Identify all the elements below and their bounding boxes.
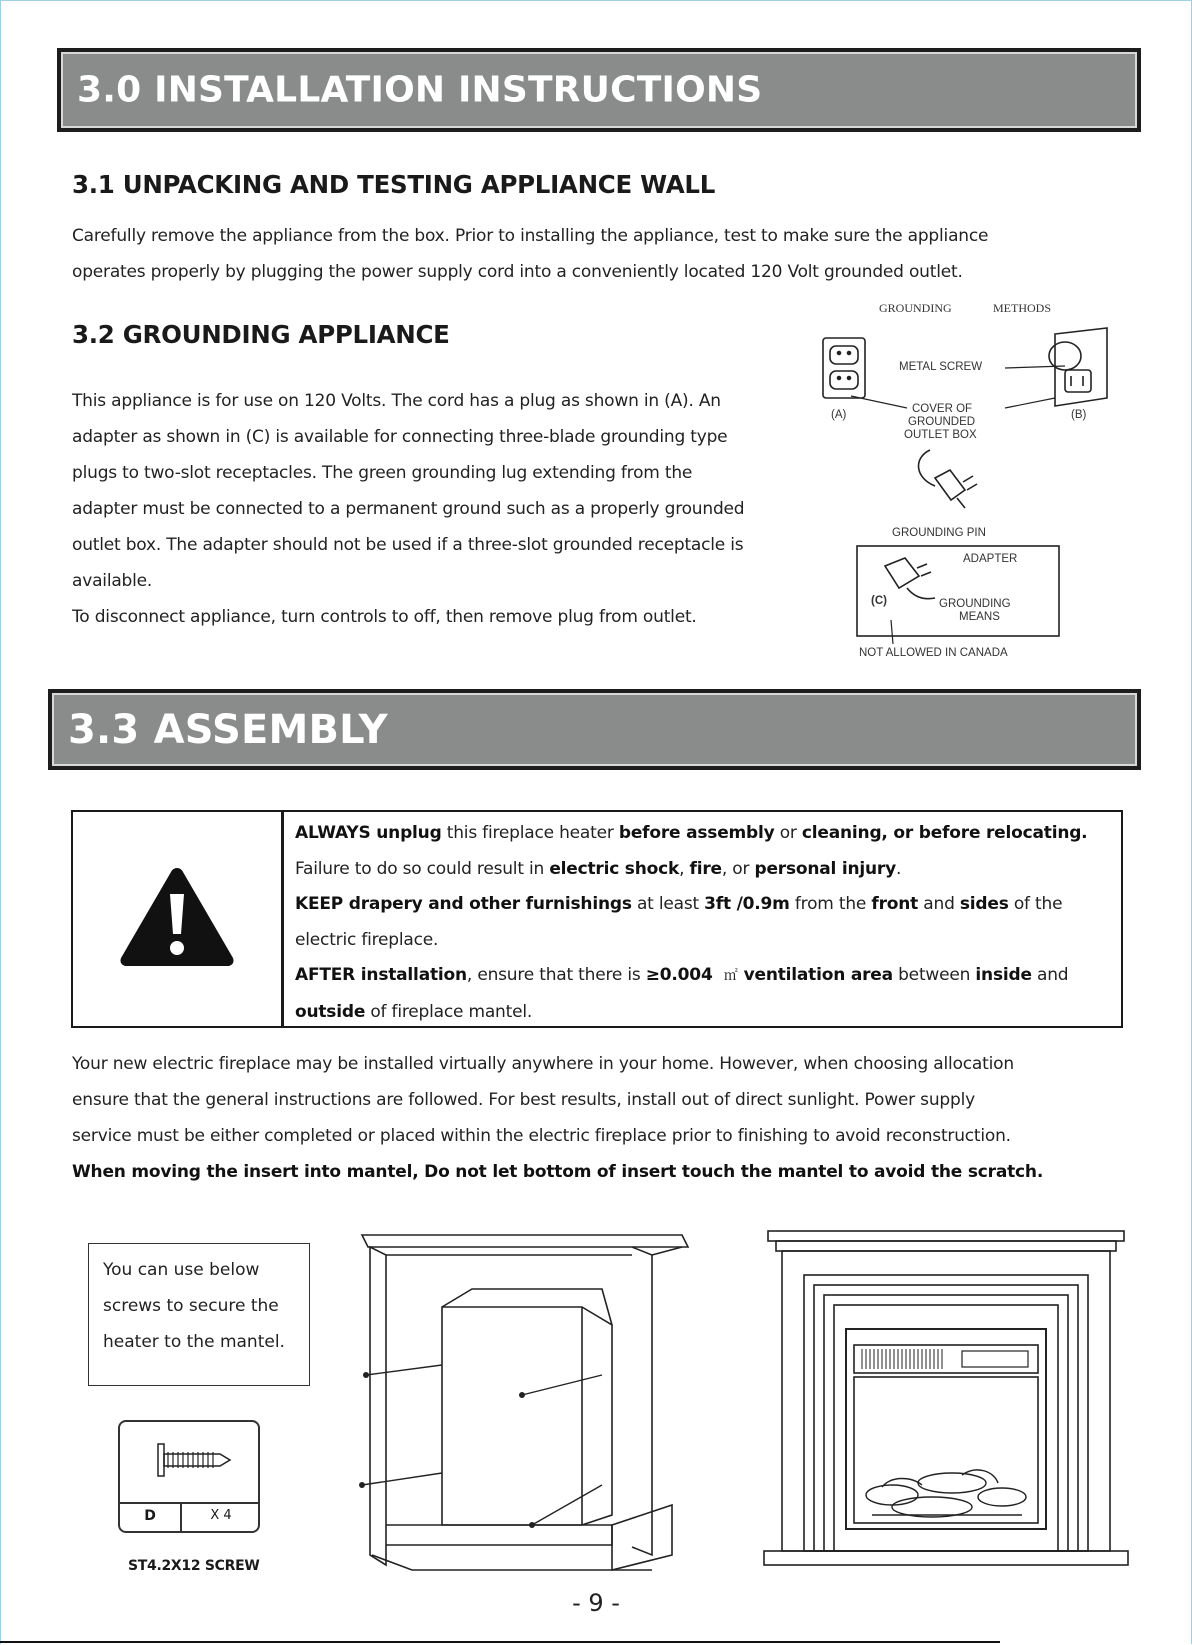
- grounding-pin-label: GROUNDING PIN: [892, 527, 986, 539]
- installation-paragraph: [72, 1046, 1152, 1190]
- label-b: (B): [1071, 409, 1087, 421]
- unpacking-paragraph: [72, 218, 1132, 290]
- warning-line-3: [295, 887, 1115, 923]
- screw-part-box: [118, 1420, 260, 1533]
- screw-label: ST4.2X12 SCREW: [128, 1558, 260, 1574]
- warning-text-span: Failure to do so could result in: [295, 858, 550, 879]
- warning-bold: before assembly: [618, 823, 775, 843]
- warning-text-span: electric fireplace.: [295, 929, 439, 950]
- screw-table-line: [120, 1502, 258, 1504]
- grounding-methods-diagram: [815, 298, 1115, 666]
- logs-icon: [866, 1470, 1026, 1517]
- cover-leader-left: [851, 396, 907, 408]
- warning-bold: ≥0.004: [645, 965, 713, 985]
- warning-bold: ventilation area: [743, 965, 893, 985]
- warning-text: [295, 816, 1115, 1030]
- page-bottom-rule: [0, 1641, 1000, 1643]
- grounding-line: available.: [72, 571, 153, 591]
- screw-icon: [150, 1440, 234, 1480]
- screw-note-line: You can use below: [103, 1260, 260, 1280]
- warning-text-span: of fireplace mantel.: [365, 1001, 533, 1022]
- warning-text-span: , or: [721, 858, 755, 879]
- diagram-title-right: METHODS: [993, 301, 1052, 315]
- outlet-a-icon: [823, 338, 865, 398]
- warning-line-5: [295, 958, 1115, 995]
- warning-bold: outside: [295, 1001, 366, 1022]
- grounding-line: adapter must be connected to a permanent ground such as a properly grounded: [72, 499, 745, 519]
- grounding-means-label-1: GROUNDING: [939, 598, 1011, 610]
- assembly-banner: [48, 689, 1141, 770]
- warning-bold: cleaning, or before relocating.: [801, 823, 1088, 843]
- warning-text-span: .: [896, 858, 902, 879]
- warning-line-6: [295, 995, 1115, 1031]
- warning-line-4: [295, 923, 1115, 959]
- adapter-box: [857, 546, 1059, 636]
- warning-bold: fire: [689, 858, 722, 879]
- outlet-b-icon: [1049, 328, 1107, 406]
- grounding-line: plugs to two-slot receptacles. The green grounding lug extending from the: [72, 463, 693, 483]
- warning-line-1: [295, 816, 1115, 852]
- warning-text-span: between: [892, 965, 976, 985]
- grounding-line: outlet box. The adapter should not be used if a three-slot grounded receptacle is: [72, 535, 744, 555]
- screw-note-box: [88, 1243, 310, 1386]
- metal-screw-label: METAL SCREW: [899, 361, 983, 373]
- unpacking-heading: 3.1 UNPACKING AND TESTING APPLIANCE WALL: [72, 170, 716, 199]
- installation-line-3: service must be either completed or placed within the electric fireplace prior to finishing to avoid reconstruction.: [72, 1126, 1011, 1146]
- grounding-line: To disconnect appliance, turn controls to off, then remove plug from outlet.: [72, 607, 697, 627]
- label-c: (C): [871, 595, 887, 607]
- assembly-banner-title: 3.3 ASSEMBLY: [68, 706, 388, 753]
- screw-note-line: heater to the mantel.: [103, 1332, 285, 1352]
- warning-bold: personal injury: [754, 858, 896, 879]
- warning-text-span: from the: [789, 894, 872, 914]
- warning-bold: KEEP drapery and other furnishings: [295, 894, 632, 914]
- warning-text-span: and: [918, 894, 960, 914]
- cover-label-2: GROUNDED: [908, 416, 976, 428]
- warning-bold: sides: [959, 894, 1009, 914]
- warning-box: [71, 810, 1123, 1028]
- fireplace-front-diagram: [762, 1225, 1132, 1575]
- grounding-plug-icon: [919, 450, 977, 508]
- canada-leader: [891, 620, 893, 644]
- adapter-label: ADAPTER: [963, 553, 1018, 565]
- screw-note-line: screws to secure the: [103, 1296, 279, 1316]
- warning-text-span: this fireplace heater: [441, 823, 619, 843]
- diagram-title-left: GROUNDING: [879, 301, 952, 315]
- warning-divider: [281, 812, 284, 1026]
- warning-text-span: and: [1031, 965, 1069, 985]
- screw-note-text: [103, 1252, 303, 1360]
- warning-bold: electric shock: [549, 858, 680, 879]
- cover-leader-right: [1005, 398, 1055, 408]
- cover-label-1: COVER OF: [912, 403, 973, 415]
- adapter-icon: [885, 558, 935, 599]
- cover-label-3: OUTLET BOX: [904, 429, 977, 441]
- installation-banner-title: 3.0 INSTALLATION INSTRUCTIONS: [77, 69, 763, 111]
- warning-bold: AFTER installation: [295, 965, 467, 985]
- mantel-assembly-diagram: [352, 1225, 722, 1585]
- screw-part-letter: D: [144, 1508, 156, 1524]
- unpacking-line-1: Carefully remove the appliance from the box. Prior to installing the appliance, test to make sure the appliance: [72, 226, 989, 246]
- installation-banner: [57, 48, 1141, 132]
- square-meter-unit: ㎡: [723, 968, 738, 984]
- warning-bold: inside: [975, 965, 1032, 985]
- installation-line-4: When moving the insert into mantel, Do not let bottom of insert touch the mantel to avoid the scratch.: [72, 1162, 1044, 1182]
- grounding-paragraph: [72, 383, 812, 635]
- installation-line-1: Your new electric fireplace may be installed virtually anywhere in your home. However, when choosing allocation: [72, 1054, 1014, 1074]
- unpacking-line-2: operates properly by plugging the power supply cord into a conveniently located 120 Volt grounded outlet.: [72, 262, 963, 282]
- warning-text-span: of the: [1008, 894, 1063, 914]
- not-allowed-label: NOT ALLOWED IN CANADA: [859, 647, 1008, 659]
- page-number: - 9 -: [572, 1589, 620, 1617]
- warning-bold: front: [871, 894, 919, 914]
- label-a: (A): [831, 409, 847, 421]
- grounding-line: adapter as shown in (C) is available for connecting three-blade grounding type: [72, 427, 728, 447]
- warning-text-span: ,: [679, 858, 690, 879]
- control-display: [962, 1351, 1028, 1367]
- warning-bold: 3ft /0.9m: [704, 894, 790, 914]
- grounding-means-label-2: MEANS: [959, 611, 1000, 623]
- grounding-heading: 3.2 GROUNDING APPLIANCE: [72, 320, 450, 349]
- screw-quantity: X 4: [210, 1508, 232, 1523]
- warning-text-span: at least: [631, 894, 705, 914]
- installation-line-2: ensure that the general instructions are followed. For best results, install out of direct sunlight. Power supply: [72, 1090, 975, 1110]
- warning-text-span: or: [774, 823, 802, 843]
- warning-bold: ALWAYS unplug: [295, 823, 442, 843]
- warning-text-span: , ensure that there is: [466, 965, 646, 985]
- grounding-line: This appliance is for use on 120 Volts. The cord has a plug as shown in (A). An: [72, 391, 721, 411]
- warning-icon: [117, 864, 237, 970]
- warning-line-2: [295, 852, 1115, 888]
